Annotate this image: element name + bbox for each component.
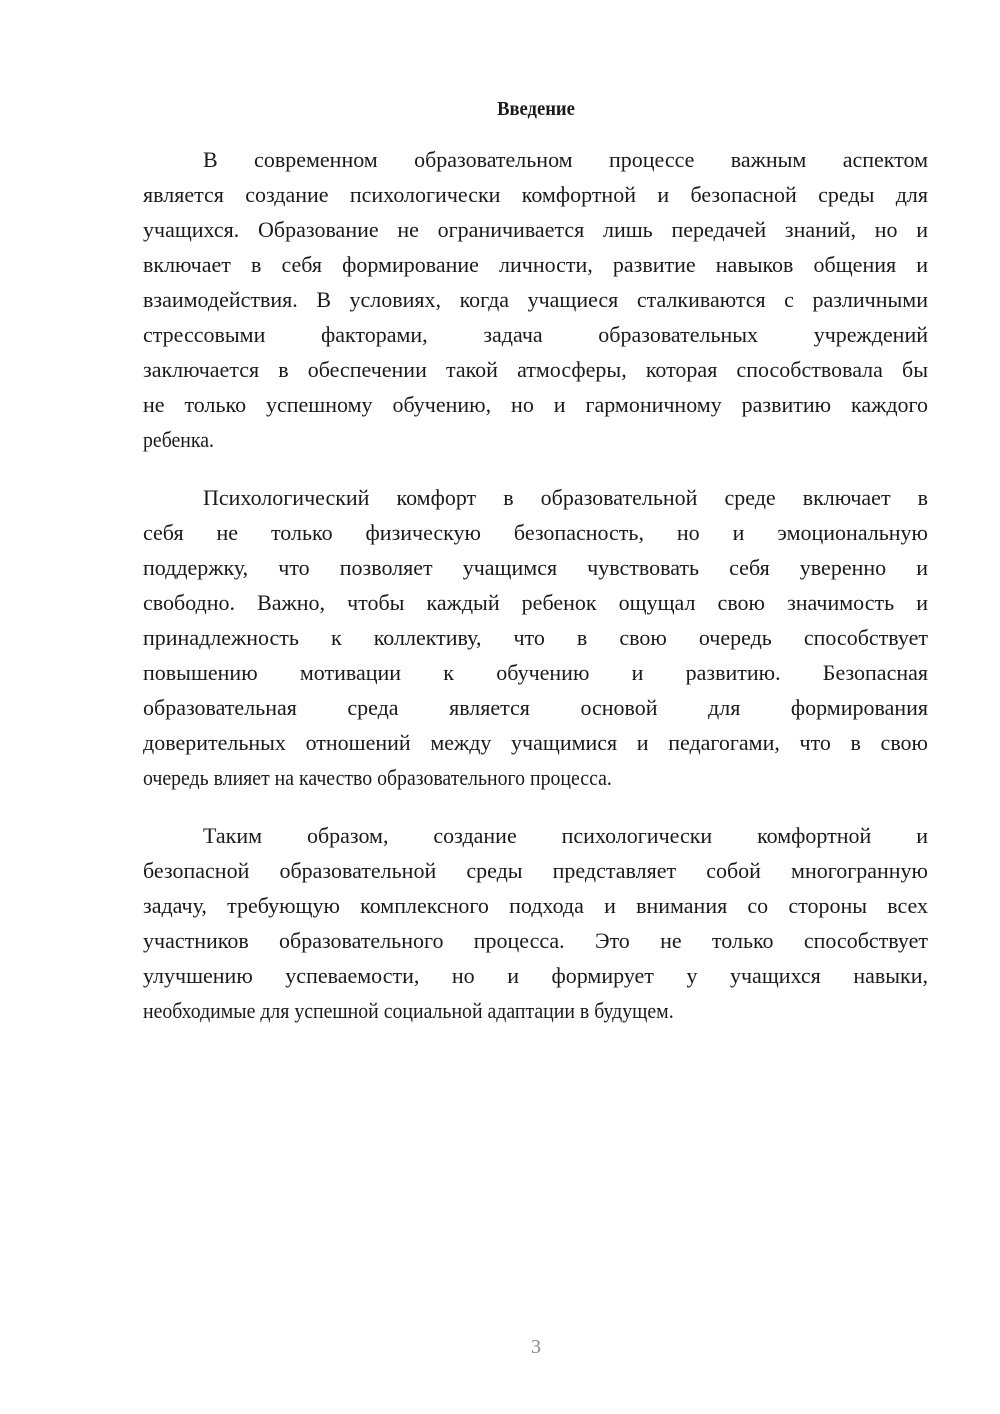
- text-line: В современном образовательном процессе важным аспектом: [203, 147, 928, 172]
- text-line: стрессовыми факторами, задача образовательных учреждений: [143, 322, 928, 347]
- text-line: заключается в обеспечении такой атмосферы, которая способствовала бы: [143, 357, 928, 382]
- text-line: повышению мотивации к обучению и развитию. Безопасная: [143, 660, 928, 685]
- text-line: учащихся. Образование не ограничивается лишь передачей знаний, но и: [143, 217, 928, 242]
- page-number: 3: [531, 1336, 541, 1358]
- text-line: себя не только физическую безопасность, но и эмоциональную: [143, 520, 928, 545]
- text-line: образовательная среда является основой для формирования: [143, 695, 928, 720]
- text-line: принадлежность к коллективу, что в свою очередь способствует: [143, 625, 928, 650]
- text-line: очередь влияет на качество образовательного процесса.: [143, 765, 612, 790]
- text-line: Таким образом, создание психологически комфортной и: [203, 823, 928, 848]
- text-line: взаимодействия. В условиях, когда учащиеся сталкиваются с различными: [143, 287, 928, 312]
- text-line: улучшению успеваемости, но и формирует у учащихся навыки,: [143, 963, 928, 988]
- text-line: является создание психологически комфортной и безопасной среды для: [143, 182, 928, 207]
- text-line: задачу, требующую комплексного подхода и внимания со стороны всех: [143, 893, 928, 918]
- text-line: безопасной образовательной среды представляет собой многогранную: [143, 858, 928, 883]
- text-line: не только успешному обучению, но и гармоничному развитию каждого: [143, 392, 928, 417]
- section-title: Введение: [497, 98, 575, 120]
- text-line: ребенка.: [143, 427, 214, 452]
- text-line: поддержку, что позволяет учащимся чувствовать себя уверенно и: [143, 555, 928, 580]
- text-line: Психологический комфорт в образовательной среде включает в: [203, 485, 928, 510]
- text-line: участников образовательного процесса. Это не только способствует: [143, 928, 928, 953]
- text-line: включает в себя формирование личности, развитие навыков общения и: [143, 252, 928, 277]
- text-line: свободно. Важно, чтобы каждый ребенок ощущал свою значимость и: [143, 590, 928, 615]
- text-line: доверительных отношений между учащимися и педагогами, что в свою: [143, 730, 928, 755]
- text-line: необходимые для успешной социальной адаптации в будущем.: [143, 998, 674, 1023]
